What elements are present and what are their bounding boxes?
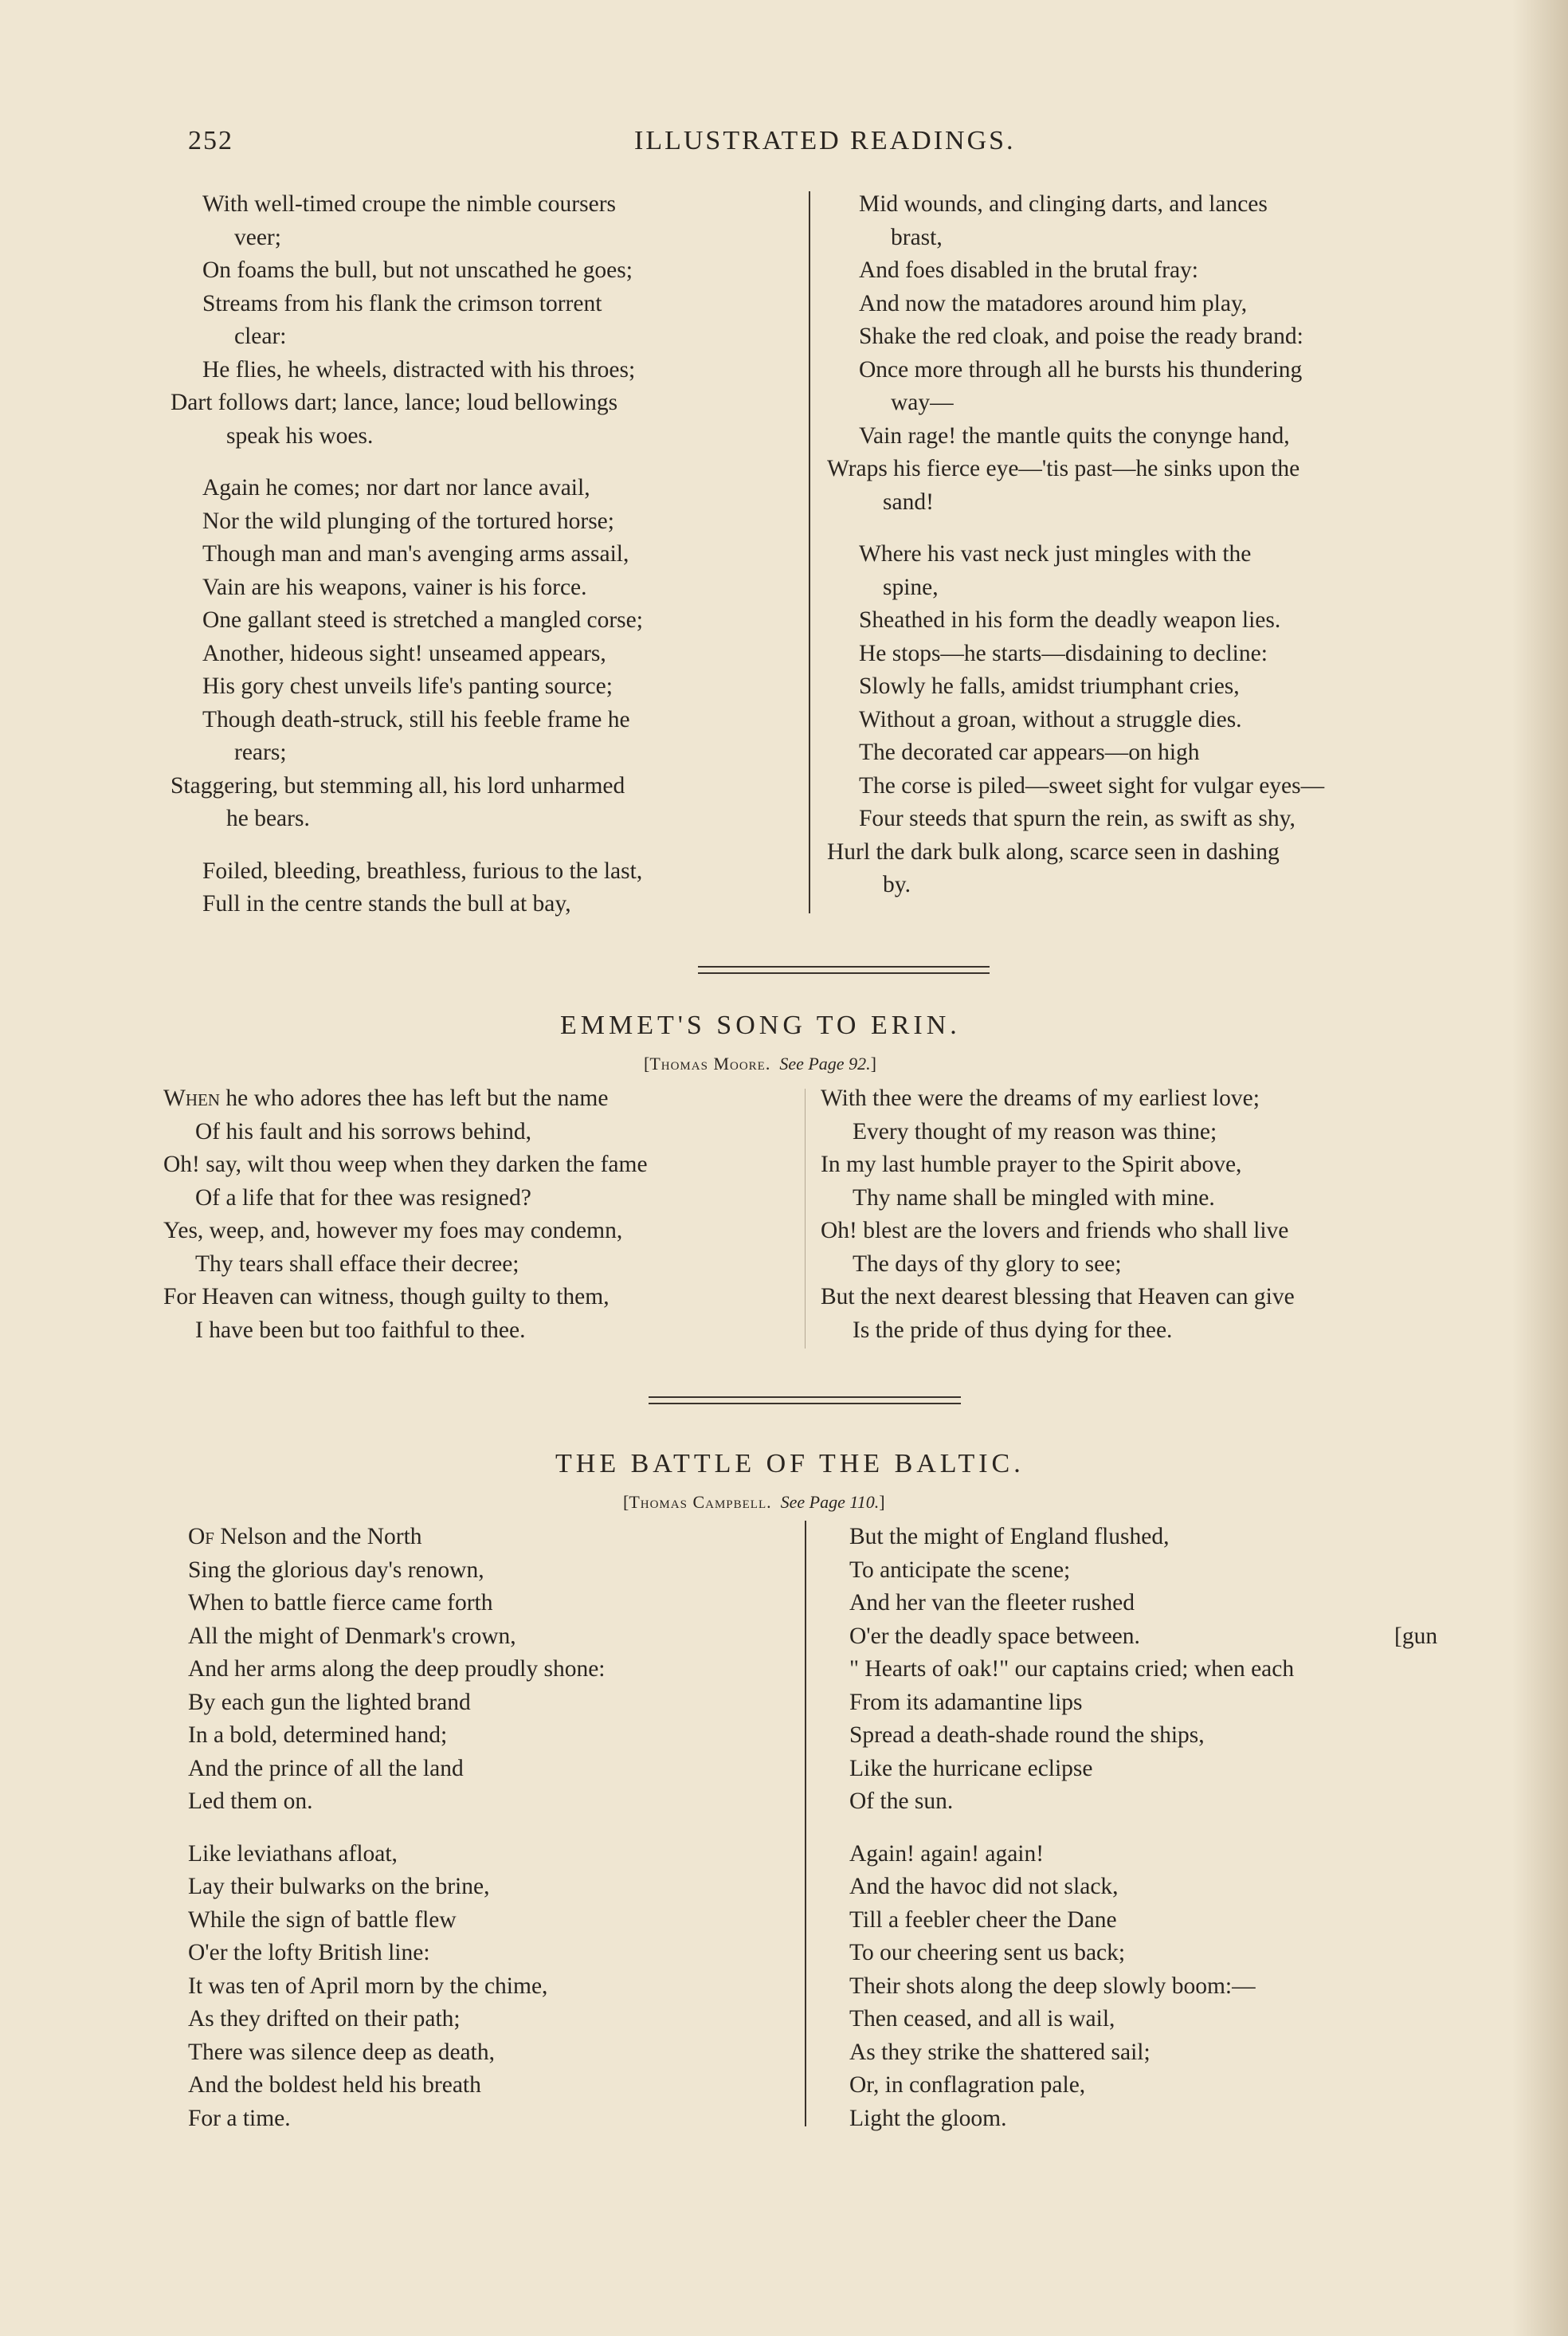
- verse-line: Though death-struck, still his feeble frame he: [202, 706, 630, 732]
- verse-line: In a bold, determined hand;: [188, 1722, 448, 1748]
- verse-line: For a time.: [188, 2105, 291, 2131]
- verse-line: Vain rage! the mantle quits the conynge hand,: [859, 422, 1290, 449]
- verse-line: Of his fault and his sorrows behind,: [195, 1118, 531, 1144]
- page-header: [188, 126, 1431, 166]
- poem1-left-column: [171, 188, 808, 921]
- verse-line: Another, hideous sight! unseamed appears,: [202, 640, 606, 666]
- verse-line: Wraps his fierce eye—'tis past—he sinks upon the: [827, 456, 1300, 481]
- page-reference: See Page 92.: [779, 1054, 871, 1074]
- section-divider: [698, 966, 990, 974]
- verse-line: He stops—he starts—disdaining to decline:: [859, 640, 1268, 666]
- verse-line: One gallant steed is stretched a mangled corse;: [202, 607, 643, 633]
- verse-line: rears;: [234, 740, 287, 765]
- verse-line: speak his woes.: [226, 422, 374, 449]
- verse-line: And foes disabled in the brutal fray:: [859, 257, 1198, 283]
- poem-title: THE BATTLE OF THE BALTIC.: [555, 1449, 1025, 1478]
- verse-line: Full in the centre stands the bull at bay,: [202, 891, 571, 917]
- verse-line: O'er the lofty British line:: [188, 1940, 430, 1965]
- poem3-right-column: [849, 1521, 1471, 2135]
- verse-line: Yes, weep, and, however my foes may condemn,: [163, 1218, 623, 1243]
- verse-line: With thee were the dreams of my earliest love;: [821, 1086, 1260, 1111]
- verse-line: As they strike the shattered sail;: [849, 2039, 1151, 2065]
- verse-line: " Hearts of oak!" our captains cried; when each: [849, 1656, 1295, 1682]
- verse-line: By each gun the lighted brand: [188, 1689, 471, 1715]
- verse-line: Of the sun.: [849, 1788, 954, 1814]
- turned-line-fragment: [gun: [1394, 1623, 1438, 1649]
- verse-line: Sheathed in his form the deadly weapon lies.: [859, 607, 1281, 633]
- verse-line: On foams the bull, but not unscathed he goes;: [202, 257, 633, 283]
- verse-line: From its adamantine lips: [849, 1689, 1083, 1715]
- drop-word: Of: [188, 1524, 214, 1549]
- verse-line: Till a feebler cheer the Dane: [849, 1906, 1117, 1933]
- verse-line: And the havoc did not slack,: [849, 1874, 1119, 1899]
- verse-line: Lay their bulwarks on the brine,: [188, 1874, 490, 1899]
- verse-line: Oh! say, wilt thou weep when they darken the fame: [163, 1152, 648, 1177]
- verse-line: And her arms along the deep proudly shone:: [188, 1656, 606, 1682]
- verse-line: Light the gloom.: [849, 2105, 1007, 2131]
- verse-line: Four steeds that spurn the rein, as swift as shy,: [859, 806, 1296, 831]
- verse-line: To our cheering sent us back;: [849, 1940, 1126, 1965]
- verse-line: And her van the fleeter rushed: [849, 1590, 1135, 1616]
- verse-line: And now the matadores around him play,: [859, 290, 1248, 316]
- drop-word: When: [163, 1086, 221, 1111]
- page-reference: See Page 110.: [780, 1492, 880, 1512]
- running-title: ILLUSTRATED READINGS.: [634, 126, 1016, 155]
- poem-attribution: [Thomas Campbell. See Page 110.]: [623, 1492, 885, 1512]
- verse-line: And the boldest held his breath: [188, 2072, 481, 2098]
- verse-line: Hurl the dark bulk along, scarce seen in dashing: [827, 838, 1280, 865]
- author-name: Thomas Campbell.: [629, 1492, 772, 1512]
- verse-line: When he who adores thee has left but the name: [163, 1086, 609, 1111]
- verse-line: Like leviathans afloat,: [188, 1840, 398, 1867]
- verse-line: The decorated car appears—on high: [859, 740, 1200, 765]
- verse-line: Slowly he falls, amidst triumphant cries,: [859, 673, 1240, 699]
- verse-line: Of a life that for thee was resigned?: [195, 1184, 531, 1211]
- verse-line: Without a groan, without a struggle dies.: [859, 706, 1242, 732]
- verse-line: O'er the deadly space between.: [849, 1623, 1140, 1649]
- verse-line: clear:: [234, 324, 287, 349]
- verse-line: To anticipate the scene;: [849, 1557, 1071, 1583]
- page-number: 252: [188, 126, 233, 155]
- verse-line: Staggering, but stemming all, his lord unharmed: [171, 772, 625, 799]
- poem1-right-column: [827, 188, 1480, 902]
- verse-line: I have been but too faithful to thee.: [195, 1317, 526, 1343]
- verse-line: When to battle fierce came forth: [188, 1590, 493, 1616]
- verse-line: Sing the glorious day's renown,: [188, 1557, 484, 1583]
- verse-line: Shake the red cloak, and poise the ready brand:: [859, 324, 1303, 349]
- verse-line: His gory chest unveils life's panting source;: [202, 673, 613, 699]
- verse-line: Mid wounds, and clinging darts, and lances: [859, 191, 1268, 217]
- verse-line: Again he comes; nor dart nor lance avail,: [202, 475, 590, 501]
- verse-line: All the might of Denmark's crown,: [188, 1623, 516, 1649]
- section-divider: [649, 1396, 961, 1404]
- verse-line: Again! again! again!: [849, 1840, 1045, 1867]
- verse-line: Thy tears shall efface their decree;: [195, 1250, 519, 1277]
- column-rule: [805, 1089, 806, 1349]
- verse-line: The days of thy glory to see;: [853, 1250, 1122, 1277]
- verse-line: Oh! blest are the lovers and friends who shall live: [821, 1218, 1289, 1243]
- verse-line: by.: [883, 872, 911, 897]
- verse-line: In my last humble prayer to the Spirit above,: [821, 1152, 1242, 1177]
- verse-line: With well-timed croupe the nimble coursers: [202, 191, 617, 217]
- poem-attribution: [Thomas Moore. See Page 92.]: [644, 1054, 876, 1074]
- author-name: Thomas Moore.: [649, 1054, 771, 1074]
- poem2-left-column: [163, 1082, 801, 1347]
- verse-line: Like the hurricane eclipse: [849, 1755, 1093, 1781]
- verse-line: Thy name shall be mingled with mine.: [853, 1184, 1215, 1211]
- poem-title: EMMET'S SONG TO ERIN.: [560, 1011, 961, 1040]
- verse-line: Vain are his weapons, vainer is his force.: [202, 574, 587, 600]
- column-rule: [805, 1521, 806, 2126]
- page-edge-shadow: [1512, 0, 1568, 2336]
- verse-line: It was ten of April morn by the chime,: [188, 1973, 548, 1999]
- verse-line: sand!: [883, 489, 934, 515]
- verse-line: way—: [891, 390, 954, 415]
- poem3-left-column: [188, 1521, 802, 2135]
- verse-line: As they drifted on their path;: [188, 2006, 461, 2032]
- verse-line: There was silence deep as death,: [188, 2039, 495, 2065]
- verse-line: spine,: [883, 574, 939, 600]
- verse-line: Every thought of my reason was thine;: [853, 1118, 1217, 1144]
- verse-line: The corse is piled—sweet sight for vulgar eyes—: [859, 772, 1325, 799]
- verse-line: Dart follows dart; lance, lance; loud bellowings: [171, 390, 618, 415]
- verse-line: veer;: [234, 224, 281, 250]
- verse-line: He flies, he wheels, distracted with his throes;: [202, 356, 636, 383]
- verse-line: Their shots along the deep slowly boom:—: [849, 1973, 1256, 1999]
- verse-line: Or, in conflagration pale,: [849, 2072, 1086, 2098]
- verse-line: brast,: [891, 224, 943, 250]
- verse-line: But the next dearest blessing that Heaven can give: [821, 1284, 1295, 1309]
- verse-line: Though man and man's avenging arms assail,: [202, 541, 629, 567]
- verse-line: Streams from his flank the crimson torrent: [202, 290, 602, 316]
- verse-line: While the sign of battle flew: [188, 1906, 457, 1933]
- verse-line: Spread a death-shade round the ships,: [849, 1722, 1205, 1748]
- verse-line: Where his vast neck just mingles with the: [859, 541, 1252, 567]
- poem2-right-column: [821, 1082, 1490, 1347]
- verse-line: Foiled, bleeding, breathless, furious to the last,: [202, 858, 643, 884]
- verse-line: Of Nelson and the North: [188, 1524, 422, 1549]
- verse-line: Led them on.: [188, 1788, 313, 1814]
- verse-line: And the prince of all the land: [188, 1755, 464, 1781]
- verse-line: he bears.: [226, 806, 310, 831]
- column-rule: [809, 191, 810, 913]
- verse-line: Once more through all he bursts his thundering: [859, 356, 1303, 383]
- verse-line: Nor the wild plunging of the tortured horse;: [202, 508, 614, 534]
- verse-line: But the might of England flushed,: [849, 1524, 1170, 1549]
- verse-line: Then ceased, and all is wail,: [849, 2006, 1115, 2032]
- verse-line: For Heaven can witness, though guilty to them,: [163, 1284, 610, 1309]
- verse-line: Is the pride of thus dying for thee.: [853, 1317, 1173, 1343]
